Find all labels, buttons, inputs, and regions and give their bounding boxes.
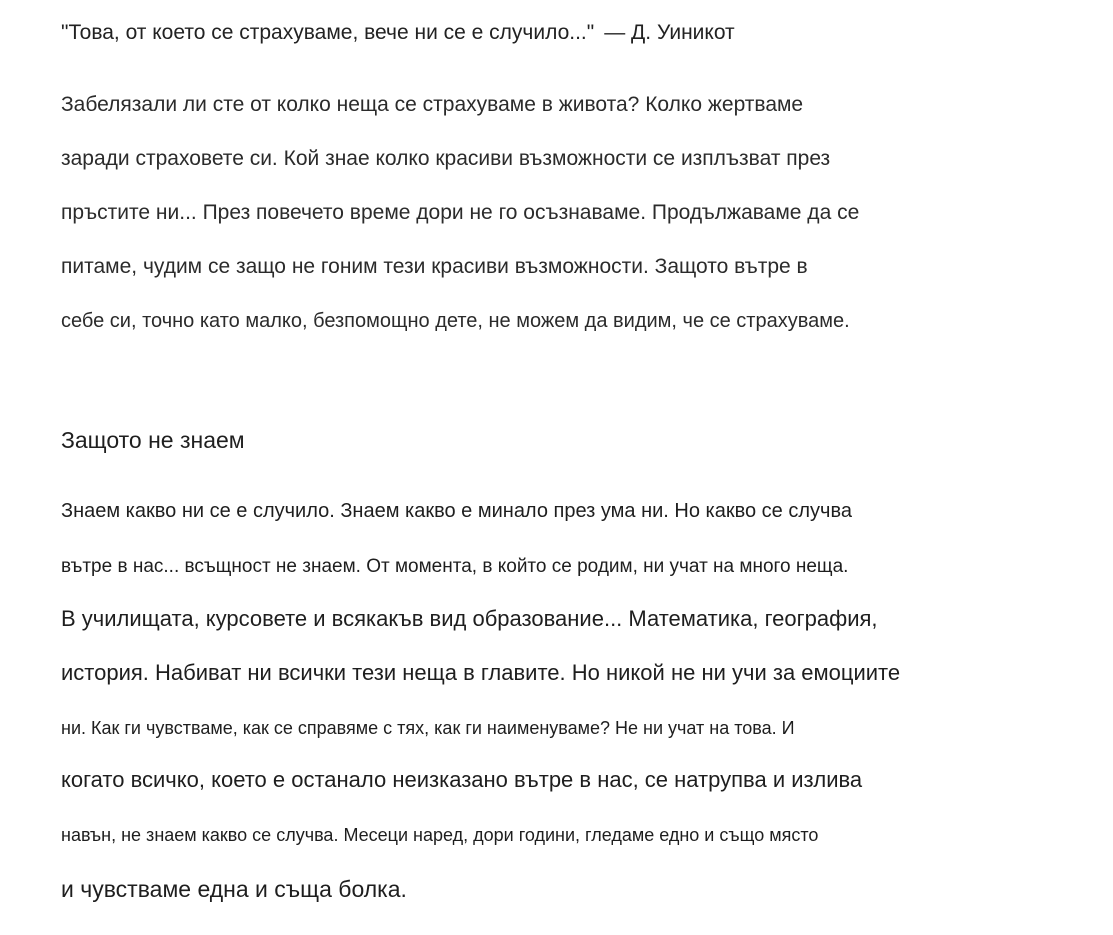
paragraph-line: Забелязали ли сте от колко неща се страхуваме в живота? Колко жертваме [61, 93, 804, 116]
epigraph-author: — Д. Уиникот [604, 21, 735, 44]
paragraph-line: В училищата, курсовете и всякакъв вид образование... Математика, география, [61, 606, 878, 631]
paragraph-line: Знаем какво ни се е случило. Знаем какво е минало през ума ни. Но какво се случва [61, 500, 852, 522]
paragraph-line: навън, не знаем какво се случва. Месеци наред, дори години, гледаме едно и също място [61, 825, 819, 845]
section-heading: Защото не знаем [61, 427, 245, 453]
epigraph-quote: "Това, от което се страхуваме, вече ни се е случило..." [61, 21, 595, 44]
paragraph-line: пръстите ни... През повечето време дори не го осъзнаваме. Продължаваме да се [61, 201, 860, 224]
paragraph-line: заради страховете си. Кой знае колко красиви възможности се изплъзват през [61, 147, 831, 170]
paragraph-line: вътре в нас... всъщност не знаем. От момента, в който се родим, ни учат на много неща. [61, 556, 849, 577]
paragraph-line: ни. Как ги чувстваме, как се справяме с тях, как ги наименуваме? Не ни учат на това. И [61, 718, 795, 738]
paragraph-line: когато всичко, което е останало неизказано вътре в нас, се натрупва и излива [61, 767, 863, 792]
epigraph [61, 22, 735, 43]
paragraph-line: и чувстваме една и съща болка. [61, 876, 407, 902]
paragraph-line: себе си, точно като малко, безпомощно дете, не можем да видим, че се страхуваме. [61, 310, 850, 332]
paragraph-line: питаме, чудим се защо не гоним тези красиви възможности. Защото вътре в [61, 255, 808, 278]
paragraph-line: история. Набиват ни всички тези неща в главите. Но никой не ни учи за емоциите [61, 660, 901, 685]
